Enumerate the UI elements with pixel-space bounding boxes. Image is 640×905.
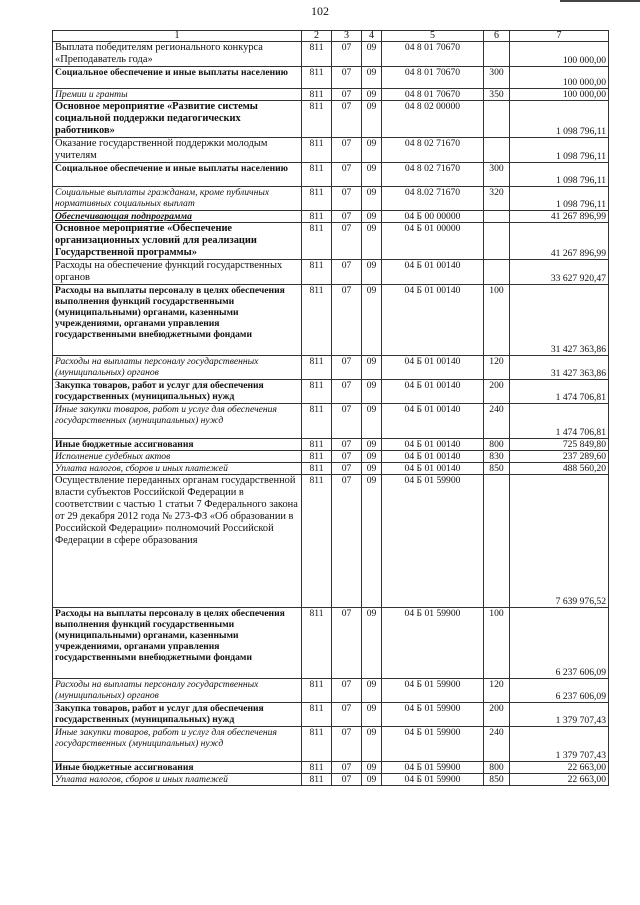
row-sum-cell: 41 267 896,99 bbox=[510, 211, 609, 223]
row-type-cell: 240 bbox=[484, 404, 510, 439]
row-code-cell: 811 bbox=[302, 89, 332, 101]
row-target-cell: 04 8 01 70670 bbox=[382, 42, 484, 67]
row-name-cell: Уплата налогов, сборов и иных платежей bbox=[53, 463, 302, 475]
row-section-cell: 07 bbox=[332, 101, 362, 138]
row-subsection-cell: 09 bbox=[362, 727, 382, 762]
row-sum-cell: 1 098 796,11 bbox=[510, 187, 609, 211]
row-name-cell: Выплата победителям регионального конкурса «Преподаватель года» bbox=[53, 42, 302, 67]
row-subsection-cell: 09 bbox=[362, 703, 382, 727]
row-name-cell: Социальное обеспечение и иные выплаты населению bbox=[53, 67, 302, 89]
row-section-cell: 07 bbox=[332, 42, 362, 67]
row-code-cell: 811 bbox=[302, 42, 332, 67]
row-subsection-cell: 09 bbox=[362, 679, 382, 703]
row-type-cell: 830 bbox=[484, 451, 510, 463]
row-sum-cell: 1 379 707,43 bbox=[510, 703, 609, 727]
row-target-cell: 04 8 01 70670 bbox=[382, 67, 484, 89]
row-sum-cell: 1 098 796,11 bbox=[510, 138, 609, 163]
row-sum-cell: 1 098 796,11 bbox=[510, 163, 609, 187]
table-row bbox=[53, 439, 609, 451]
table-row bbox=[53, 475, 609, 608]
row-code-cell: 811 bbox=[302, 404, 332, 439]
row-section-cell: 07 bbox=[332, 260, 362, 285]
row-code-cell: 811 bbox=[302, 679, 332, 703]
row-target-cell: 04 Б 01 00140 bbox=[382, 404, 484, 439]
row-name-cell: Иные бюджетные ассигнования bbox=[53, 762, 302, 774]
row-type-cell bbox=[484, 101, 510, 138]
row-target-cell: 04 Б 01 59900 bbox=[382, 703, 484, 727]
row-sum-cell: 33 627 920,47 bbox=[510, 260, 609, 285]
row-name-cell: Закупка товаров, работ и услуг для обеспечения государственных (муниципальных) нужд bbox=[53, 380, 302, 404]
row-subsection-cell: 09 bbox=[362, 163, 382, 187]
row-name-cell: Закупка товаров, работ и услуг для обеспечения государственных (муниципальных) нужд bbox=[53, 703, 302, 727]
row-type-cell bbox=[484, 211, 510, 223]
row-type-cell: 300 bbox=[484, 67, 510, 89]
row-type-cell: 350 bbox=[484, 89, 510, 101]
row-type-cell: 200 bbox=[484, 380, 510, 404]
table-row bbox=[53, 356, 609, 380]
row-code-cell: 811 bbox=[302, 475, 332, 608]
row-code-cell: 811 bbox=[302, 451, 332, 463]
row-type-cell: 120 bbox=[484, 356, 510, 380]
row-name-cell: Социальное обеспечение и иные выплаты населению bbox=[53, 163, 302, 187]
row-type-cell: 300 bbox=[484, 163, 510, 187]
table-row bbox=[53, 451, 609, 463]
row-code-cell: 811 bbox=[302, 187, 332, 211]
row-sum-cell: 488 560,20 bbox=[510, 463, 609, 475]
table-row bbox=[53, 727, 609, 762]
row-subsection-cell: 09 bbox=[362, 285, 382, 356]
row-name-cell: Расходы на выплаты персоналу в целях обеспечения выполнения функций государственными (муниципальными) органами, казенными учреждениями, органами управления государственными внебюджетными фондами bbox=[53, 608, 302, 679]
row-sum-cell: 7 639 976,52 bbox=[510, 475, 609, 608]
row-code-cell: 811 bbox=[302, 101, 332, 138]
row-subsection-cell: 09 bbox=[362, 260, 382, 285]
row-section-cell: 07 bbox=[332, 703, 362, 727]
row-type-cell bbox=[484, 42, 510, 67]
row-target-cell: 04 Б 01 00140 bbox=[382, 356, 484, 380]
row-section-cell: 07 bbox=[332, 463, 362, 475]
row-section-cell: 07 bbox=[332, 163, 362, 187]
table-row bbox=[53, 762, 609, 774]
row-sum-cell: 6 237 606,09 bbox=[510, 608, 609, 679]
row-type-cell: 850 bbox=[484, 774, 510, 786]
row-target-cell: 04 Б 01 59900 bbox=[382, 608, 484, 679]
table-row bbox=[53, 679, 609, 703]
row-target-cell: 04 Б 01 59900 bbox=[382, 727, 484, 762]
row-sum-cell: 100 000,00 bbox=[510, 42, 609, 67]
row-type-cell: 800 bbox=[484, 439, 510, 451]
row-target-cell: 04 8.02 71670 bbox=[382, 187, 484, 211]
row-section-cell: 07 bbox=[332, 727, 362, 762]
row-code-cell: 811 bbox=[302, 380, 332, 404]
table-row bbox=[53, 404, 609, 439]
row-code-cell: 811 bbox=[302, 285, 332, 356]
row-subsection-cell: 09 bbox=[362, 101, 382, 138]
row-section-cell: 07 bbox=[332, 223, 362, 260]
header-cell: 2 bbox=[302, 31, 332, 42]
row-target-cell: 04 Б 01 00140 bbox=[382, 285, 484, 356]
row-section-cell: 07 bbox=[332, 187, 362, 211]
row-subsection-cell: 09 bbox=[362, 475, 382, 608]
header-cell: 1 bbox=[53, 31, 302, 42]
row-sum-cell: 41 267 896,99 bbox=[510, 223, 609, 260]
row-code-cell: 811 bbox=[302, 727, 332, 762]
budget-table bbox=[52, 30, 609, 786]
row-code-cell: 811 bbox=[302, 223, 332, 260]
row-section-cell: 07 bbox=[332, 774, 362, 786]
row-sum-cell: 1 474 706,81 bbox=[510, 404, 609, 439]
row-sum-cell: 22 663,00 bbox=[510, 762, 609, 774]
row-target-cell: 04 Б 01 59900 bbox=[382, 679, 484, 703]
row-section-cell: 07 bbox=[332, 762, 362, 774]
row-section-cell: 07 bbox=[332, 475, 362, 608]
row-target-cell: 04 Б 01 00140 bbox=[382, 260, 484, 285]
table-row bbox=[53, 67, 609, 89]
row-code-cell: 811 bbox=[302, 356, 332, 380]
row-name-cell: Осуществление переданных органам государственной власти субъектов Российской Федерации в соответствии с частью 1 статьи 7 Федерального закона от 29 декабря 2012 года № 273-ФЗ «Об образовании в Российской Федерации» полномочий Российской Федерации в сфере образования bbox=[53, 475, 302, 608]
row-subsection-cell: 09 bbox=[362, 67, 382, 89]
table-row bbox=[53, 774, 609, 786]
row-target-cell: 04 8 02 00000 bbox=[382, 101, 484, 138]
row-name-cell: Оказание государственной поддержки молодым учителям bbox=[53, 138, 302, 163]
row-type-cell bbox=[484, 223, 510, 260]
row-subsection-cell: 09 bbox=[362, 223, 382, 260]
table-row bbox=[53, 138, 609, 163]
table-row bbox=[53, 608, 609, 679]
row-name-cell: Расходы на выплаты персоналу в целях обеспечения выполнения функций государственными (муниципальными) органами, казенными учреждениями, органами управления государственными внебюджетными фондами bbox=[53, 285, 302, 356]
row-type-cell: 100 bbox=[484, 608, 510, 679]
header-cell: 5 bbox=[382, 31, 484, 42]
row-name-cell: Расходы на выплаты персоналу государственных (муниципальных) органов bbox=[53, 356, 302, 380]
row-target-cell: 04 Б 01 59900 bbox=[382, 762, 484, 774]
row-section-cell: 07 bbox=[332, 380, 362, 404]
row-subsection-cell: 09 bbox=[362, 211, 382, 223]
row-name-cell: Обеспечивающая подпрограмма bbox=[53, 211, 302, 223]
table-row bbox=[53, 260, 609, 285]
row-type-cell: 800 bbox=[484, 762, 510, 774]
row-type-cell bbox=[484, 138, 510, 163]
scan-edge-line bbox=[560, 0, 640, 2]
row-sum-cell: 31 427 363,86 bbox=[510, 356, 609, 380]
row-target-cell: 04 Б 01 59900 bbox=[382, 774, 484, 786]
row-type-cell: 100 bbox=[484, 285, 510, 356]
row-code-cell: 811 bbox=[302, 211, 332, 223]
row-code-cell: 811 bbox=[302, 608, 332, 679]
header-cell: 6 bbox=[484, 31, 510, 42]
row-section-cell: 07 bbox=[332, 211, 362, 223]
row-section-cell: 07 bbox=[332, 608, 362, 679]
row-sum-cell: 100 000,00 bbox=[510, 67, 609, 89]
row-code-cell: 811 bbox=[302, 439, 332, 451]
table-row bbox=[53, 187, 609, 211]
row-name-cell: Расходы на обеспечение функций государственных органов bbox=[53, 260, 302, 285]
table-header-row bbox=[53, 31, 609, 42]
table-row bbox=[53, 89, 609, 101]
row-subsection-cell: 09 bbox=[362, 138, 382, 163]
header-cell: 4 bbox=[362, 31, 382, 42]
row-name-cell: Иные закупки товаров, работ и услуг для обеспечения государственных (муниципальных) нужд bbox=[53, 404, 302, 439]
row-subsection-cell: 09 bbox=[362, 356, 382, 380]
row-sum-cell: 100 000,00 bbox=[510, 89, 609, 101]
row-code-cell: 811 bbox=[302, 67, 332, 89]
table-row bbox=[53, 463, 609, 475]
row-target-cell: 04 Б 00 00000 bbox=[382, 211, 484, 223]
row-section-cell: 07 bbox=[332, 67, 362, 89]
row-target-cell: 04 8 02 71670 bbox=[382, 138, 484, 163]
row-subsection-cell: 09 bbox=[362, 762, 382, 774]
row-section-cell: 07 bbox=[332, 285, 362, 356]
row-section-cell: 07 bbox=[332, 439, 362, 451]
row-subsection-cell: 09 bbox=[362, 404, 382, 439]
row-section-cell: 07 bbox=[332, 356, 362, 380]
row-sum-cell: 1 098 796,11 bbox=[510, 101, 609, 138]
row-target-cell: 04 Б 01 00140 bbox=[382, 463, 484, 475]
row-code-cell: 811 bbox=[302, 463, 332, 475]
row-subsection-cell: 09 bbox=[362, 439, 382, 451]
table-row bbox=[53, 101, 609, 138]
row-target-cell: 04 Б 01 00140 bbox=[382, 451, 484, 463]
row-section-cell: 07 bbox=[332, 451, 362, 463]
row-code-cell: 811 bbox=[302, 260, 332, 285]
row-type-cell: 200 bbox=[484, 703, 510, 727]
row-subsection-cell: 09 bbox=[362, 463, 382, 475]
row-subsection-cell: 09 bbox=[362, 187, 382, 211]
row-name-cell: Основное мероприятие «Развитие системы социальной поддержки педагогических работников» bbox=[53, 101, 302, 138]
row-section-cell: 07 bbox=[332, 404, 362, 439]
row-section-cell: 07 bbox=[332, 89, 362, 101]
row-type-cell bbox=[484, 260, 510, 285]
row-name-cell: Премии и гранты bbox=[53, 89, 302, 101]
row-subsection-cell: 09 bbox=[362, 774, 382, 786]
row-sum-cell: 1 379 707,43 bbox=[510, 727, 609, 762]
row-subsection-cell: 09 bbox=[362, 42, 382, 67]
row-section-cell: 07 bbox=[332, 679, 362, 703]
row-name-cell: Иные бюджетные ассигнования bbox=[53, 439, 302, 451]
row-type-cell: 320 bbox=[484, 187, 510, 211]
row-target-cell: 04 8 02 71670 bbox=[382, 163, 484, 187]
page-number: 102 bbox=[311, 4, 329, 18]
row-sum-cell: 1 474 706,81 bbox=[510, 380, 609, 404]
row-code-cell: 811 bbox=[302, 138, 332, 163]
row-target-cell: 04 Б 01 00000 bbox=[382, 223, 484, 260]
table-row bbox=[53, 163, 609, 187]
row-code-cell: 811 bbox=[302, 762, 332, 774]
row-sum-cell: 31 427 363,86 bbox=[510, 285, 609, 356]
row-name-cell: Уплата налогов, сборов и иных платежей bbox=[53, 774, 302, 786]
row-type-cell: 850 bbox=[484, 463, 510, 475]
table-row bbox=[53, 42, 609, 67]
row-sum-cell: 237 289,60 bbox=[510, 451, 609, 463]
row-subsection-cell: 09 bbox=[362, 608, 382, 679]
row-section-cell: 07 bbox=[332, 138, 362, 163]
row-sum-cell: 725 849,80 bbox=[510, 439, 609, 451]
row-name-cell: Исполнение судебных актов bbox=[53, 451, 302, 463]
table-row bbox=[53, 223, 609, 260]
row-code-cell: 811 bbox=[302, 163, 332, 187]
row-sum-cell: 6 237 606,09 bbox=[510, 679, 609, 703]
row-target-cell: 04 Б 01 59900 bbox=[382, 475, 484, 608]
table-row bbox=[53, 285, 609, 356]
row-subsection-cell: 09 bbox=[362, 451, 382, 463]
row-name-cell: Социальные выплаты гражданам, кроме публичных нормативных социальных выплат bbox=[53, 187, 302, 211]
row-type-cell: 240 bbox=[484, 727, 510, 762]
row-name-cell: Иные закупки товаров, работ и услуг для обеспечения государственных (муниципальных) нужд bbox=[53, 727, 302, 762]
table-row bbox=[53, 380, 609, 404]
table-row bbox=[53, 211, 609, 223]
row-code-cell: 811 bbox=[302, 703, 332, 727]
table-row bbox=[53, 703, 609, 727]
row-target-cell: 04 8 01 70670 bbox=[382, 89, 484, 101]
row-name-cell: Основное мероприятие «Обеспечение организационных условий для реализации Государственной программы» bbox=[53, 223, 302, 260]
header-cell: 7 bbox=[510, 31, 609, 42]
row-sum-cell: 22 663,00 bbox=[510, 774, 609, 786]
row-target-cell: 04 Б 01 00140 bbox=[382, 439, 484, 451]
row-subsection-cell: 09 bbox=[362, 89, 382, 101]
row-type-cell bbox=[484, 475, 510, 608]
row-name-cell: Расходы на выплаты персоналу государственных (муниципальных) органов bbox=[53, 679, 302, 703]
row-subsection-cell: 09 bbox=[362, 380, 382, 404]
row-type-cell: 120 bbox=[484, 679, 510, 703]
row-code-cell: 811 bbox=[302, 774, 332, 786]
row-target-cell: 04 Б 01 00140 bbox=[382, 380, 484, 404]
header-cell: 3 bbox=[332, 31, 362, 42]
